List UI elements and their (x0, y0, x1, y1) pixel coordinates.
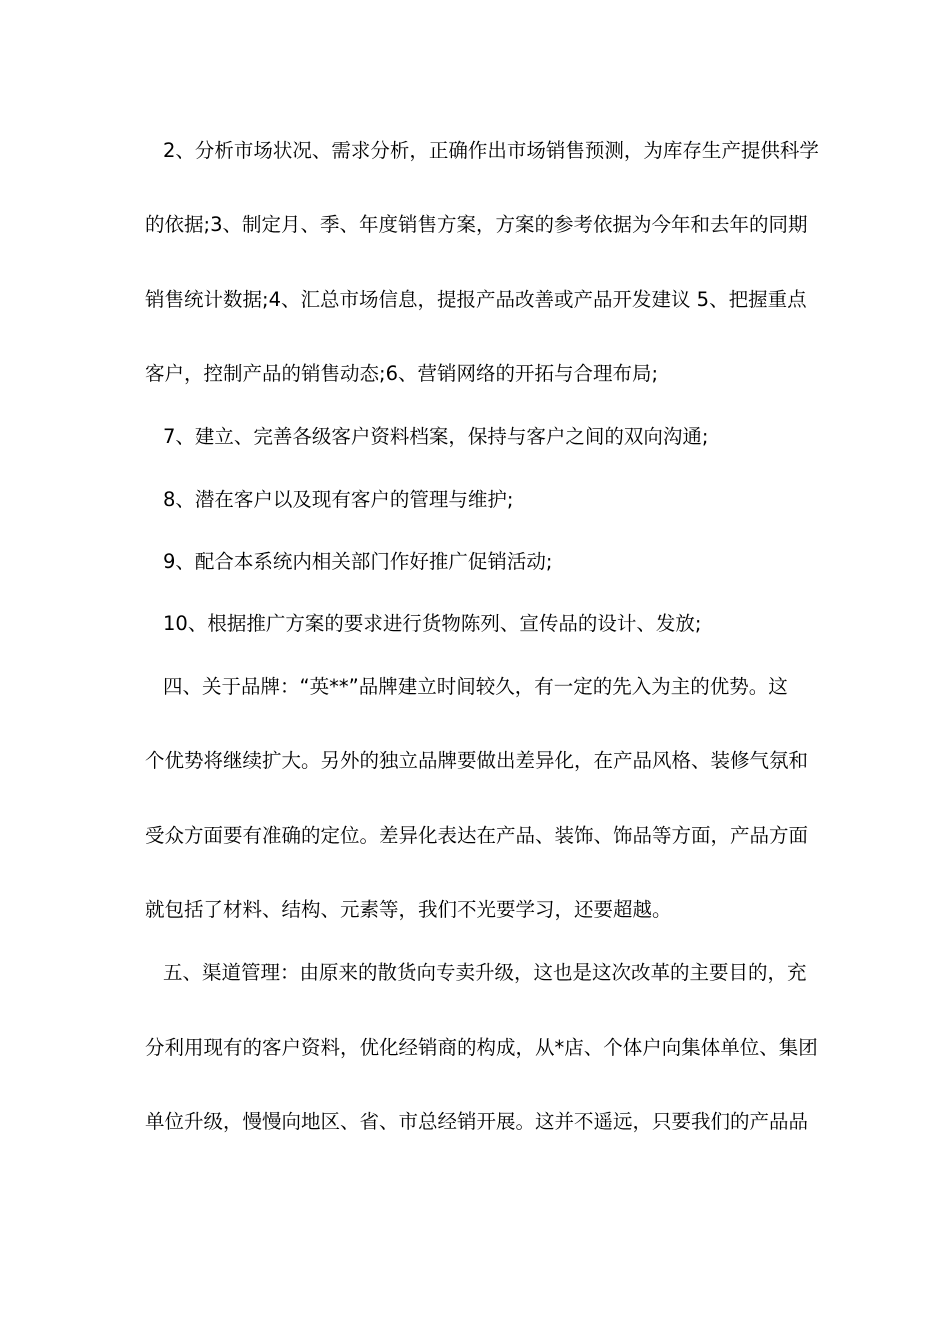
text-line: 四、关于品牌：“英**”品牌建立时间较久，有一定的先入为主的优势。这 (163, 675, 788, 698)
text-line: 的依据;3、制定月、季、年度销售方案，方案的参考依据为今年和去年的同期 (145, 213, 808, 236)
text-line: 受众方面要有准确的定位。差异化表达在产品、装饰、饰品等方面，产品方面 (145, 824, 809, 847)
text-line: 就包括了材料、结构、元素等，我们不光要学习，还要超越。 (145, 898, 672, 921)
text-line: 分利用现有的客户资料，优化经销商的构成，从*店、个体户向集体单位、集团 (145, 1036, 818, 1059)
text-line: 单位升级，慢慢向地区、省、市总经销开展。这并不遥远，只要我们的产品品 (145, 1110, 809, 1133)
text-line: 7、建立、完善各级客户资料档案，保持与客户之间的双向沟通; (163, 425, 709, 448)
text-line: 2、分析市场状况、需求分析，正确作出市场销售预测，为库存生产提供科学 (163, 139, 819, 162)
text-line: 10、根据推广方案的要求进行货物陈列、宣传品的设计、发放; (163, 612, 702, 635)
text-line: 个优势将继续扩大。另外的独立品牌要做出差异化，在产品风格、装修气氛和 (145, 749, 809, 772)
text-line: 五、渠道管理：由原来的散货向专卖升级，这也是这次改革的主要目的，充 (163, 961, 807, 984)
text-line: 8、潜在客户以及现有客户的管理与维护; (163, 488, 514, 511)
text-line: 客户，控制产品的销售动态;6、营销网络的开拓与合理布局; (145, 362, 659, 385)
text-line: 销售统计数据;4、汇总市场信息，提报产品改善或产品开发建议 5、把握重点 (145, 288, 807, 311)
text-line: 9、配合本系统内相关部门作好推广促销活动; (163, 550, 553, 573)
